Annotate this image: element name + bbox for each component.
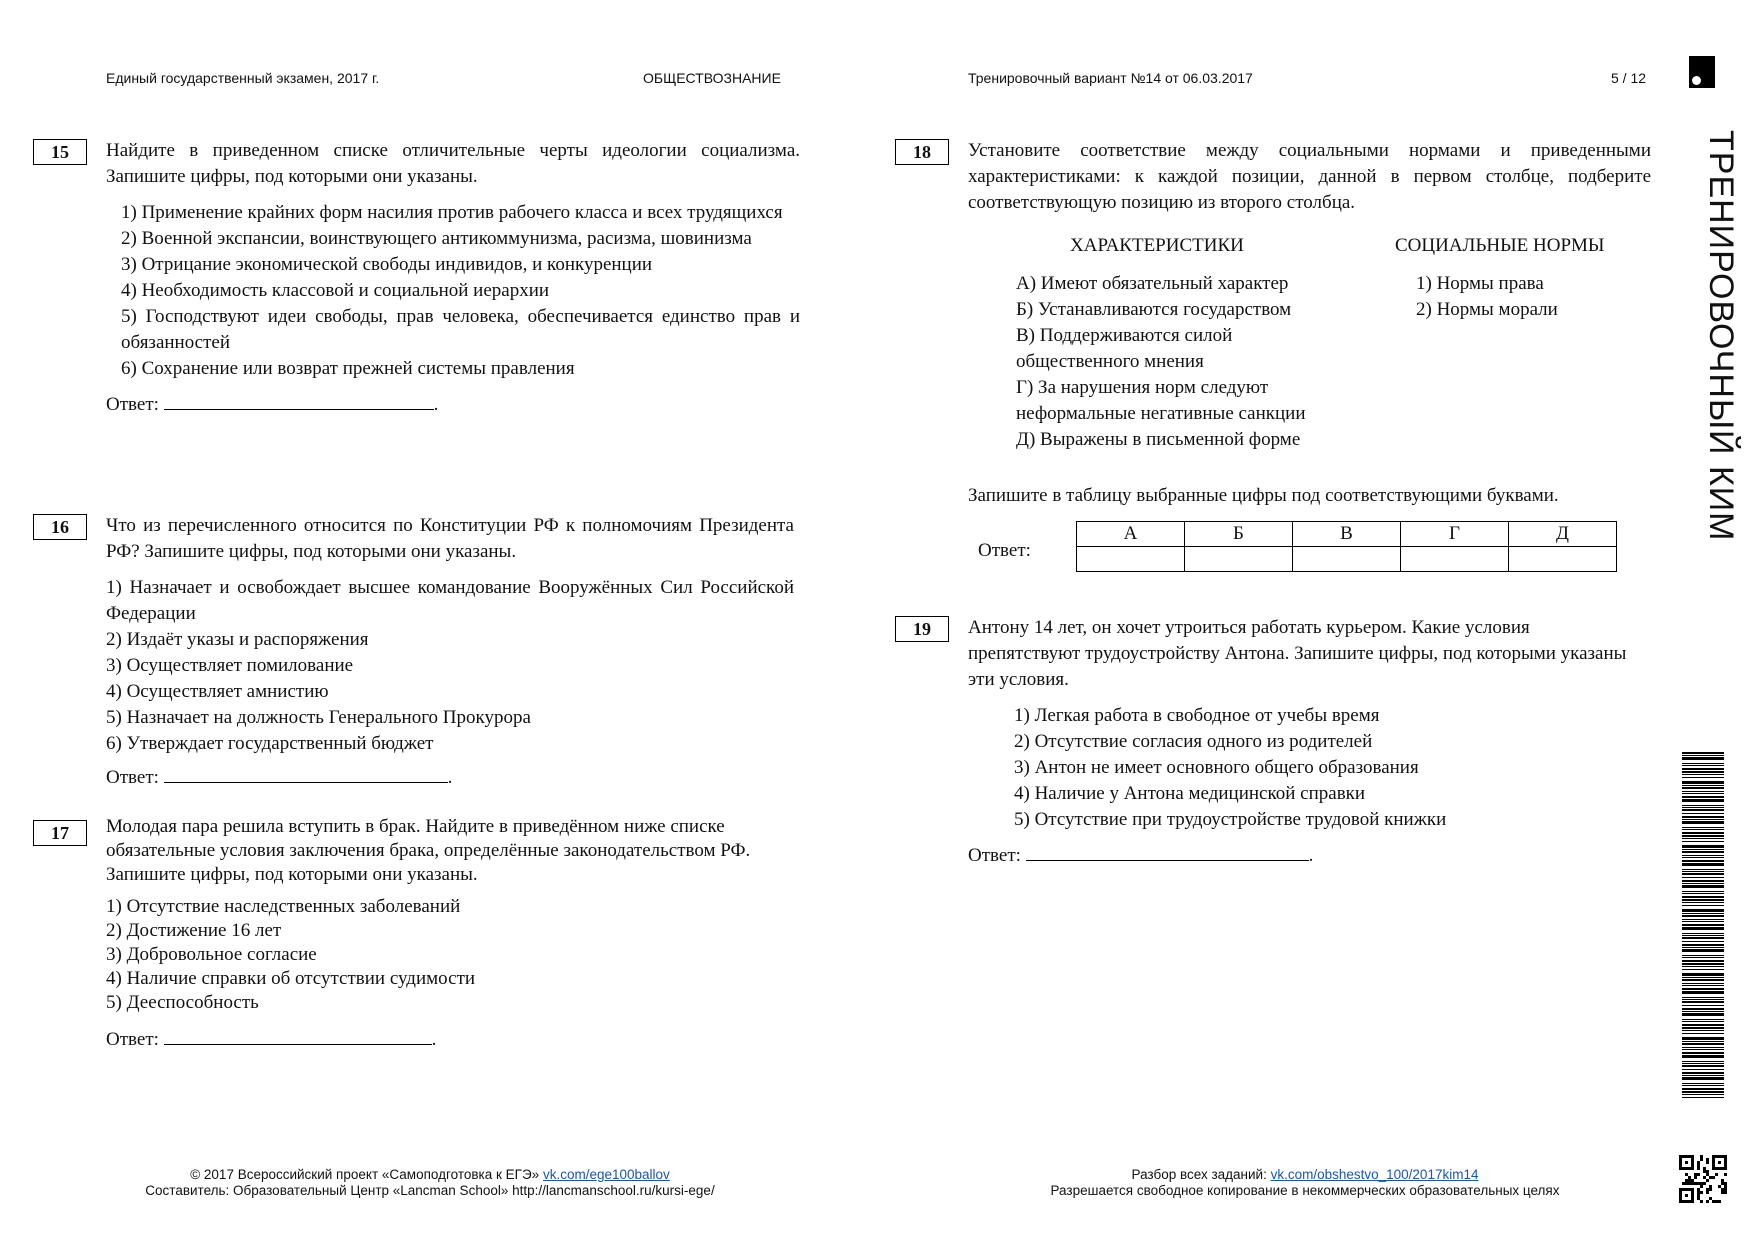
question-16 [106,513,794,791]
table-letter: Г [1401,522,1509,547]
answer-cell[interactable] [1509,547,1617,572]
norm-item: 2) Нормы морали [1416,299,1558,320]
footer-project: © 2017 Всероссийский проект «Самоподготовка к ЕГЭ» [190,1167,540,1182]
header-exam-title: Единый государственный экзамен, 2017 г. [106,70,380,86]
table-letter: В [1293,522,1401,547]
characteristic-item: Б) Устанавливаются государством [1016,299,1292,320]
option: 4) Необходимость классовой и социальной иерархии [121,280,550,301]
answer-cell[interactable] [1293,547,1401,572]
question-16-text: Что из перечисленного относится по Конституции РФ к полномочиям Президента РФ? Запишите цифры, под которыми они указаны. [106,515,794,562]
norm-item: 1) Нормы права [1416,273,1544,294]
option: 2) Издаёт указы и распоряжения [106,629,369,650]
answer-label: Ответ: [978,540,1031,561]
footer-left [110,1167,750,1199]
question-17-options [106,895,796,1015]
answer-19-line[interactable] [1026,841,1309,861]
option: 3) Отрицание экономической свободы индивидов, и конкуренции [121,254,653,275]
exam-logo-icon [1689,56,1715,88]
answer-label: Ответ: [106,1029,159,1050]
qr-code-icon [1679,1155,1727,1203]
table-letter: Б [1185,522,1293,547]
footer-left-link[interactable]: vk.com/ege100ballov [542,1167,670,1182]
option: 2) Военной экспансии, воинствующего антикоммунизма, расизма, шовинизма [121,228,752,249]
option: 4) Наличие у Антона медицинской справки [1014,783,1366,804]
option: 2) Отсутствие согласия одного из родителей [1014,731,1373,752]
answer-cell[interactable] [1401,547,1509,572]
option: 4) Наличие справки об отсутствии судимости [106,968,476,989]
option: 2) Достижение 16 лет [106,920,282,941]
answer-label: Ответ: [106,394,159,415]
question-15-text: Найдите в приведенном списке отличительные черты идеологии социализма. Запишите цифры, под которыми они указаны. [106,140,800,187]
question-number-19: 19 [895,616,949,642]
option: 6) Сохранение или возврат прежней системы правления [121,358,575,379]
question-18 [968,138,1651,216]
question-15-options [106,200,800,382]
characteristic-item: В) Поддерживаются силой общественного мнения [1016,325,1233,372]
option: 6) Утверждает государственный бюджет [106,733,434,754]
question-15 [106,138,800,418]
header-page-number: 5 / 12 [1611,70,1647,86]
answer-cell[interactable] [1077,547,1185,572]
header-variant: Тренировочный вариант №14 от 06.03.2017 [968,70,1253,86]
answer-16[interactable]: Ответ: . [106,763,794,791]
question-16-options [106,575,794,757]
q18-characteristics [1016,271,1346,453]
answer-18-table [1076,521,1617,572]
q18-instruction: Запишите в таблицу выбранные цифры под соответствующими буквами. [968,485,1559,506]
option: 1) Применение крайних форм насилия против рабочего класса и всех трудящихся [121,202,783,223]
table-letter: А [1077,522,1185,547]
header-subject: ОБЩЕСТВОЗНАНИЕ [643,70,781,86]
question-19 [968,615,1633,869]
characteristic-item: Г) За нарушения норм следуют неформальные негативные санкции [1016,377,1306,424]
footer-author: Составитель: Образовательный Центр «Lancman School» http://lancmanschool.ru/kursi-ege/ [145,1183,715,1198]
question-number-18: 18 [895,139,949,165]
q18-col2-title: СОЦИАЛЬНЫЕ НОРМЫ [1395,235,1605,256]
option: 1) Легкая работа в свободное от учебы время [1014,705,1380,726]
footer-right-link[interactable]: vk.com/obshestvo_100/2017kim14 [1270,1167,1479,1182]
question-number-17: 17 [33,820,87,846]
q18-norms [1416,271,1558,323]
footer-copyright: Разрешается свободное копирование в некоммерческих образовательных целях [1050,1183,1560,1198]
footer-analysis-label: Разбор всех заданий: [1131,1167,1267,1182]
option: 1) Назначает и освобождает высшее командование Вооружённых Сил Российской Федерации [106,577,794,624]
option: 5) Отсутствие при трудоустройстве трудовой книжки [1014,809,1447,830]
answer-label: Ответ: [968,845,1021,866]
answer-17-line[interactable] [164,1025,432,1045]
answer-17[interactable]: Ответ: . [106,1025,796,1052]
answer-19[interactable]: Ответ: . [968,841,1633,869]
question-19-text: Антону 14 лет, он хочет утроиться работать курьером. Какие условия препятствуют трудоустройству Антона. Запишите цифры, под которыми указаны эти условия. [968,617,1627,690]
option: 3) Антон не имеет основного общего образования [1014,757,1419,778]
question-number-16: 16 [33,514,87,540]
question-17-text: Молодая пара решила вступить в брак. Найдите в приведённом ниже списке обязательные условия заключения брака, определённые законодательством РФ. Запишите цифры, под которыми они указаны. [106,816,751,885]
side-label: ТРЕНИРОВОЧНЫЙ КИМ [1702,130,1740,542]
characteristic-item: Д) Выражены в письменной форме [1016,429,1301,450]
barcode-icon [1682,752,1724,1100]
table-letter: Д [1509,522,1617,547]
characteristic-item: А) Имеют обязательный характер [1016,273,1289,294]
q18-col1-title: ХАРАКТЕРИСТИКИ [1070,235,1244,256]
answer-15-line[interactable] [164,390,434,410]
option: 3) Осуществляет помилование [106,655,354,676]
question-number-15: 15 [33,139,87,165]
answer-label: Ответ: [106,767,159,788]
question-17 [106,815,796,1052]
answer-16-line[interactable] [164,763,448,783]
answer-cell[interactable] [1185,547,1293,572]
answer-15[interactable]: Ответ: . [106,390,800,418]
option: 3) Добровольное согласие [106,944,317,965]
option: 1) Отсутствие наследственных заболеваний [106,896,461,917]
question-19-options [968,703,1633,833]
question-18-text: Установите соответствие между социальными нормами и приведенными характеристиками: к каждой позиции, данной в первом столбце, подберите соответствующую позицию из второго столбца. [968,140,1651,213]
option: 5) Дееспособность [106,992,259,1013]
footer-right [1010,1167,1600,1199]
option: 5) Назначает на должность Генерального Прокурора [106,707,531,728]
option: 4) Осуществляет амнистию [106,681,329,702]
option: 5) Господствуют идеи свободы, прав человека, обеспечивается единство прав и обязанностей [121,306,800,353]
